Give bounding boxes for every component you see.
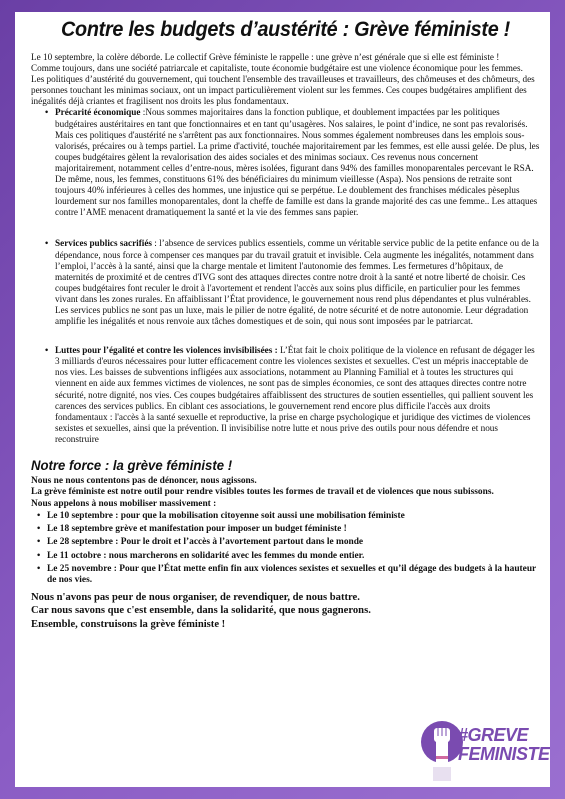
- closing-block: [31, 591, 540, 632]
- issue-item-precarite: [45, 107, 540, 218]
- intro-text: [31, 52, 540, 107]
- intro-paragraph: Comme toujours, dans une société patriarcale et capitaliste, toute économie budgétaire est une violence économique pour les femmes.: [31, 63, 523, 74]
- date-item: • Le 28 septembre : Pour le droit et l’accès à l’avortement partout dans le monde: [37, 537, 540, 548]
- force-block: [31, 476, 540, 510]
- section-title: Notre force : la grève féministe !: [31, 457, 233, 473]
- greve-feministe-logo: [420, 718, 550, 782]
- logo-line-2: FEMINISTE: [458, 744, 550, 764]
- page-title: Contre les budgets d’austérité : Grève féministe !: [61, 17, 510, 41]
- closing-line: Ensemble, construisons la grève féministe !: [31, 618, 226, 630]
- force-line: Nous ne nous contentons pas de dénoncer, nous agissons.: [31, 476, 257, 486]
- force-line: La grève féministe est notre outil pour rendre visibles toutes les formes de travail et de violences que nous subissons.: [31, 487, 494, 498]
- date-item: • Le 10 septembre : pour que la mobilisation citoyenne soit aussi une mobilisation féministe: [37, 511, 540, 522]
- date-item: • Le 25 novembre : Pour que l’État mette enfin fin aux violences sexistes et sexuelles et qu’il dégage des budgets à la hauteur de nos vies.: [37, 564, 540, 587]
- dates-list: [37, 511, 540, 587]
- date-item: • Le 11 octobre : nous marcherons en solidarité avec les femmes du monde entier.: [37, 551, 540, 562]
- closing-line: Nous n'avons pas peur de nous organiser, de revendiquer, de nous battre.: [31, 591, 360, 603]
- issue-item-services-publics: [45, 238, 540, 327]
- intro-paragraph: Les politiques d’austérité du gouvernement, qui touchent l'ensemble des travailleuses et travailleurs, des chômeuses et des chômeurs, des personnes touchant les minimas sociaux, ont un impact particulièrement violent sur les femmes. Ces coupes budgétaires amplifient des inégalités déjà criantes et fragilisent nos droits les plus fondamentaux.: [31, 74, 535, 107]
- issue-text: :Nous sommes majoritaires dans la fonction publique, et doublement impactées par les politiques budgétaires austéritaires en tant que fonctionnaires et en tant qu’usagères. Nos salaires, le point d’indice, ne sont pas revalorisés. Mais ces politiques d'austérité ne s'arrêtent pas aux fonctionnaires. Nous sommes également nombreuses dans les emplois sous-valorisés, précaires ou à temps partiel. La prime d'activité, touchée majoritairement par les femmes, est elle aussi gelée. De plus, les coupes budgétaires gèlent la revalorisation des aides sociales et des minimas sociaux. Ces revenus nous concernent majoritairement, notamment celles d’entre-nous, mères isolées, figurant dans 94% des familles monoparentales percevant le RSA. De même, nous, les femmes, constituons 61% des bénéficiaires du minimum vieillesse (Aspa). Nos pensions de retraite sont toujours 40% inférieures à celles des hommes, une injustice qui se perpétue. Le doublement des franchises médicales pèseplus lourdement sur nos familles monoparentales, dont la cheffe de famille est dans la grande majorité des cas une femme.. Les attaques contre l’AME menacent dramatiquement la santé et la vie des femmes sans papier.: [55, 107, 540, 218]
- issue-text: L’État fait le choix politique de la violence en refusant de dégager les 3 milliards d'euros nécessaires pour lutter efficacement contre les violences sexistes et sexuelles. C'est un mépris inacceptable de nos vies. Les baisses de subventions infligées aux associations, notamment au Planning Familial et à toutes les structures qui viennent en aide aux femmes victimes de violences, ne sont pas de simples économies, ce sont des attaques directes contre notre sécurité, notre dignité, nos vies. Ces coupes budgétaires affaiblissent des structures de soutien essentielles, qui pallient souvent les carences des services publics. En ciblant ces associations, le gouvernement rend encore plus difficile l'accès aux droits fondamentaux : l'accès à la santé sexuelle et reproductive, la prise en charge psychologique et juridique des victimes de violences sexistes et sexuelles, ainsi que la prévention. Il invisibilise notre lutte et nous prive des outils pour nous défendre et nous reconstruire: [55, 345, 535, 444]
- logo-text: [458, 725, 550, 764]
- logo-line-1: #GREVE: [458, 725, 529, 745]
- force-line: Nous appelons à nous mobiliser massivement :: [31, 498, 217, 509]
- flyer-page: [15, 12, 550, 787]
- closing-line: Car nous savons que c'est ensemble, dans la solidarité, que nous gagnerons.: [31, 605, 371, 617]
- issue-heading: Précarité économique: [55, 107, 141, 118]
- issues-list: [45, 107, 540, 445]
- date-item: • Le 18 septembre grève et manifestation pour imposer un budget féministe !: [37, 524, 540, 535]
- issue-item-violences: [45, 345, 540, 445]
- intro-paragraph: Le 10 septembre, la colère déborde. Le collectif Grève féministe le rappelle : une grève n’est générale que si elle est féministe !: [31, 52, 500, 62]
- issue-heading: Services publics sacrifiés: [55, 238, 152, 249]
- issue-heading: Luttes pour l’égalité et contre les violences invisibilisées :: [55, 345, 278, 356]
- issue-text: : l’absence de services publics essentiels, comme un véritable service public de la petite enfance ou de la dépendance, nous force à compenser ces manques par du travail gratuit et invisible. Cela augmente les inégalités, notamment dans l’emploi, l’accès à la santé, ainsi que la charge mentale et limitent l'autonomie des femmes. Les fermetures d’hôpitaux, de maternités de proximité et de centres d'IVG sont des attaques directes contre notre droit à la santé et notre liberté de choisir. Ces coupes budgétaires font reculer le droit à l'avortement et rendent l'accès aux soins plus difficile, en particulier pour les femmes vivant dans les zones rurales. En affaiblissant l’État providence, le gouvernement nous rend plus dépendantes et plus vulnérables. Les services publics ne sont pas un luxe, mais le pilier de notre égalité, de notre sécurité et de notre autonomie. Leur dégradation amplifie les inégalités et nous renvoie aux tâches domestiques et de soin, qui nous sont imposées par le patriarcat.: [55, 238, 539, 327]
